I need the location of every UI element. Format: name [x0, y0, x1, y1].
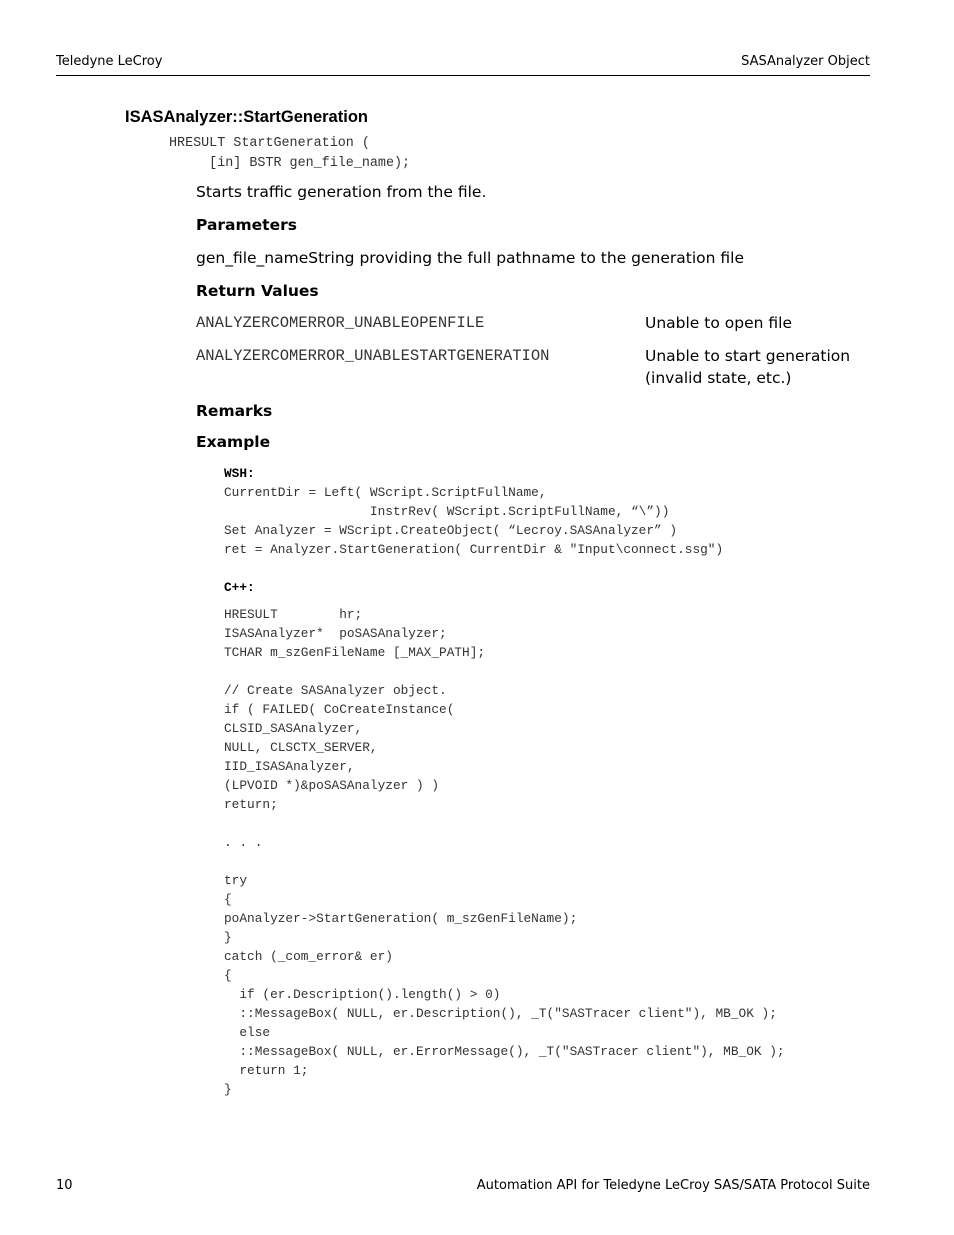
parameters-text: gen_file_nameString providing the full pathname to the generation file — [196, 249, 745, 267]
code-line: } — [224, 1082, 232, 1097]
header-left: Teledyne LeCroy — [56, 54, 163, 69]
code-line: ISASAnalyzer* poSASAnalyzer; — [224, 626, 447, 641]
code-line: return 1; — [224, 1063, 309, 1078]
code-line: ret = Analyzer.StartGeneration( CurrentDir & "Input\connect.ssg") — [224, 542, 724, 557]
method-signature — [169, 134, 410, 174]
return-description: Unable to start generation (invalid state, etc.) — [645, 347, 851, 387]
footer-title: Automation API for Teledyne LeCroy SAS/SATA Protocol Suite — [476, 1178, 870, 1193]
code-line: . . . — [224, 835, 263, 850]
code-line — [224, 662, 785, 681]
return-values-heading: Return Values — [196, 282, 319, 300]
code-line: { — [224, 892, 232, 907]
code-line: catch (_com_error& er) — [224, 949, 393, 964]
code-line: if ( FAILED( CoCreateInstance( — [224, 702, 455, 717]
code-line: else — [224, 1025, 271, 1040]
section-title: ISASAnalyzer::StartGeneration — [125, 108, 368, 126]
return-description: Unable to open file — [645, 314, 792, 332]
return-code: ANALYZERCOMERROR_UNABLESTARTGENERATION — [196, 347, 550, 365]
code-line: return; — [224, 797, 278, 812]
cpp-code-block — [224, 605, 785, 1099]
code-line: ::MessageBox( NULL, er.ErrorMessage(), _T("SASTracer client"), MB_OK ); — [224, 1044, 785, 1059]
code-line: CurrentDir = Left( WScript.ScriptFullName, — [224, 485, 547, 500]
wsh-label: WSH: — [224, 466, 255, 481]
code-line: ::MessageBox( NULL, er.Description(), _T("SASTracer client"), MB_OK ); — [224, 1006, 777, 1021]
header-rule — [56, 75, 870, 76]
header-right: SASAnalyzer Object — [741, 54, 870, 69]
code-line: // Create SASAnalyzer object. — [224, 683, 447, 698]
example-heading: Example — [196, 433, 271, 451]
code-line: if (er.Description().length() > 0) — [224, 987, 501, 1002]
code-line: InstrRev( WScript.ScriptFullName, “\”)) — [224, 504, 670, 519]
description: Starts traffic generation from the file. — [196, 183, 487, 201]
wsh-code-block — [224, 483, 723, 559]
code-line: IID_ISASAnalyzer, — [224, 759, 355, 774]
code-line: } — [224, 930, 232, 945]
code-line: poAnalyzer->StartGeneration( m_szGenFileName); — [224, 911, 578, 926]
code-line — [224, 814, 785, 833]
code-line: NULL, CLSCTX_SERVER, — [224, 740, 378, 755]
code-line: (LPVOID *)&poSASAnalyzer ) ) — [224, 778, 440, 793]
code-line — [224, 852, 785, 871]
remarks-heading: Remarks — [196, 402, 273, 420]
return-code: ANALYZERCOMERROR_UNABLEOPENFILE — [196, 314, 485, 332]
footer-page-number: 10 — [56, 1178, 73, 1193]
code-line: TCHAR m_szGenFileName [_MAX_PATH]; — [224, 645, 486, 660]
parameters-heading: Parameters — [196, 216, 297, 234]
signature-line: HRESULT StartGeneration ( — [169, 136, 370, 151]
code-line: Set Analyzer = WScript.CreateObject( “Lecroy.SASAnalyzer” ) — [224, 523, 678, 538]
cpp-label: C++: — [224, 580, 255, 595]
code-line: try — [224, 873, 248, 888]
code-line: HRESULT hr; — [224, 607, 363, 622]
code-line: { — [224, 968, 232, 983]
code-line: CLSID_SASAnalyzer, — [224, 721, 363, 736]
signature-line: [in] BSTR gen_file_name); — [169, 156, 411, 171]
